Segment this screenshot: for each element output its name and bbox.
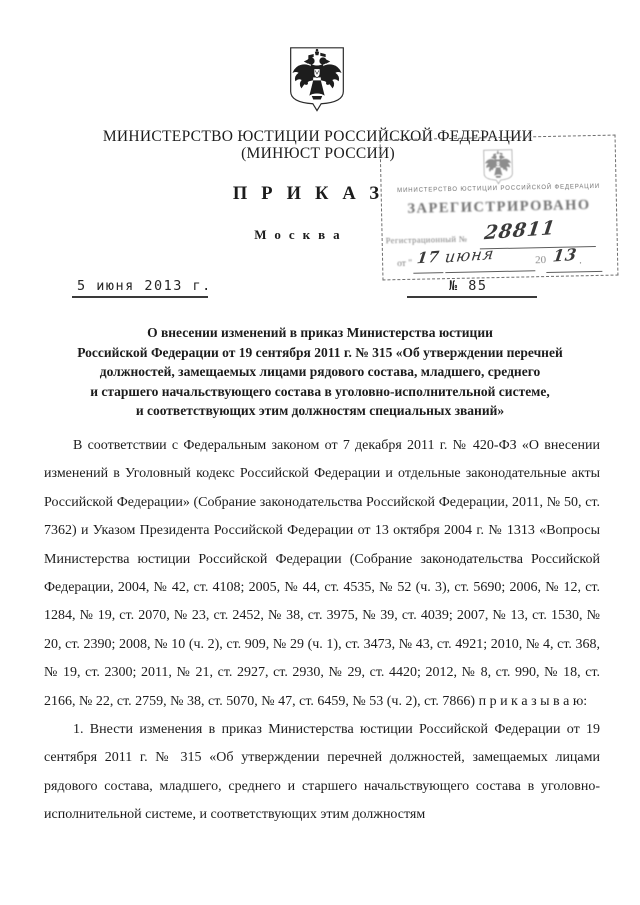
number-underline bbox=[407, 296, 537, 298]
stamp-reg-number-underline bbox=[480, 246, 596, 249]
stamp-year-underline bbox=[546, 271, 602, 273]
stamp-date-day-handwritten: 17 bbox=[415, 247, 442, 268]
stamp-year-handwritten: 13 bbox=[551, 244, 579, 266]
stamp-reg-number-label: Регистрационный № bbox=[385, 233, 468, 246]
stamp-year-printed: 20 bbox=[534, 254, 547, 267]
stamp-date-prefix: от " bbox=[397, 258, 413, 270]
order-subject-title bbox=[25, 323, 615, 421]
stamp-agency-line: МИНИСТЕРСТВО ЮСТИЦИИ РОССИЙСКОЙ ФЕДЕРАЦИИ bbox=[397, 183, 601, 195]
stamp-date-month-handwritten: июня bbox=[443, 243, 496, 267]
order-body bbox=[44, 432, 600, 830]
stamp-month-underline bbox=[445, 270, 535, 273]
document-type-title: ПРИКАЗ bbox=[232, 184, 394, 204]
stamp-period: . bbox=[578, 254, 582, 267]
subject-line: и соответствующих этим должностям специальных званий» bbox=[135, 403, 505, 418]
item-1-paragraph: 1. Внести изменения в приказ Министерства юстиции Российской Федерации от 19 сентября 2011 г. № 315 «Об утверждении перечней должностей, замещаемых лицами рядового состава, младшего, среднего и старшего начальствующего состава в уголовно-исполнительной системе, и соответствующих этим должностям bbox=[44, 722, 600, 823]
minjust-stamp-emblem-icon bbox=[481, 149, 516, 186]
date-underline bbox=[72, 296, 208, 298]
city-label: Москва bbox=[254, 227, 348, 242]
subject-line: и старшего начальствующего состава в уголовно-исполнительной системе, bbox=[90, 383, 550, 399]
order-number: № 85 bbox=[449, 278, 488, 294]
subject-line: должностей, замещаемых лицами рядового состава, младшего, среднего bbox=[99, 364, 541, 379]
registration-stamp bbox=[380, 135, 619, 281]
stamp-day-underline bbox=[413, 272, 443, 274]
preamble-paragraph: В соответствии с Федеральным законом от 7 декабря 2011 г. № 420-ФЗ «О внесении изменений в Уголовный кодекс Российской Федерации и отдельные законодательные акты Российской Федерации» (Собрание законодательства Российской Федерации, 2011, № 50, ст. 7362) и Указом Президента Российской Федерации от 13 октября 2004 г. № 1313 «Вопросы Министерства юстиции Российской Федерации (Собрание законодательства Российской Федерации, 2004, № 42, ст. 4108; 2005, № 44, ст. 4535, № 52 (ч. 3), ст. 5690; 2006, № 12, ст. 1284, № 19, ст. 2070, № 23, ст. 2452, № 38, ст. 3975, № 39, ст. 4039; 2007, № 13, ст. 1530, № 20, ст. 2390; 2008, № 10 (ч. 2), ст. 909, № 29 (ч. 1), ст. 3473, № 43, ст. 4921; 2010, № 4, ст. 368, № 19, ст. 2300; 2011, № 21, ст. 2927, ст. 2930, № 29, ст. 4420; 2012, № 8, ст. 990, № 18, ст. 2166, № 22, ст. 2759, № 38, ст. 5070, № 47, ст. 6459, № 53 (ч. 2), ст. 7866) п р и к а з ы в а ю: bbox=[44, 438, 600, 709]
subject-line: О внесении изменений в приказ Министерства юстиции bbox=[147, 325, 493, 340]
order-date: 5 июня 2013 г. bbox=[77, 278, 212, 294]
stamp-registered-label: ЗАРЕГИСТРИРОВАНО bbox=[407, 197, 591, 217]
stamp-reg-number-handwritten: 28811 bbox=[483, 216, 558, 245]
ministry-short-name: (МИНЮСТ РОССИИ) bbox=[241, 144, 395, 162]
russia-coat-of-arms-icon bbox=[287, 46, 347, 113]
ministry-name: МИНИСТЕРСТВО ЮСТИЦИИ РОССИЙСКОЙ ФЕДЕРАЦИИ bbox=[102, 128, 534, 145]
subject-line: Российской Федерации от 19 сентября 2011 г. № 315 «Об утверждении перечней bbox=[77, 344, 563, 360]
